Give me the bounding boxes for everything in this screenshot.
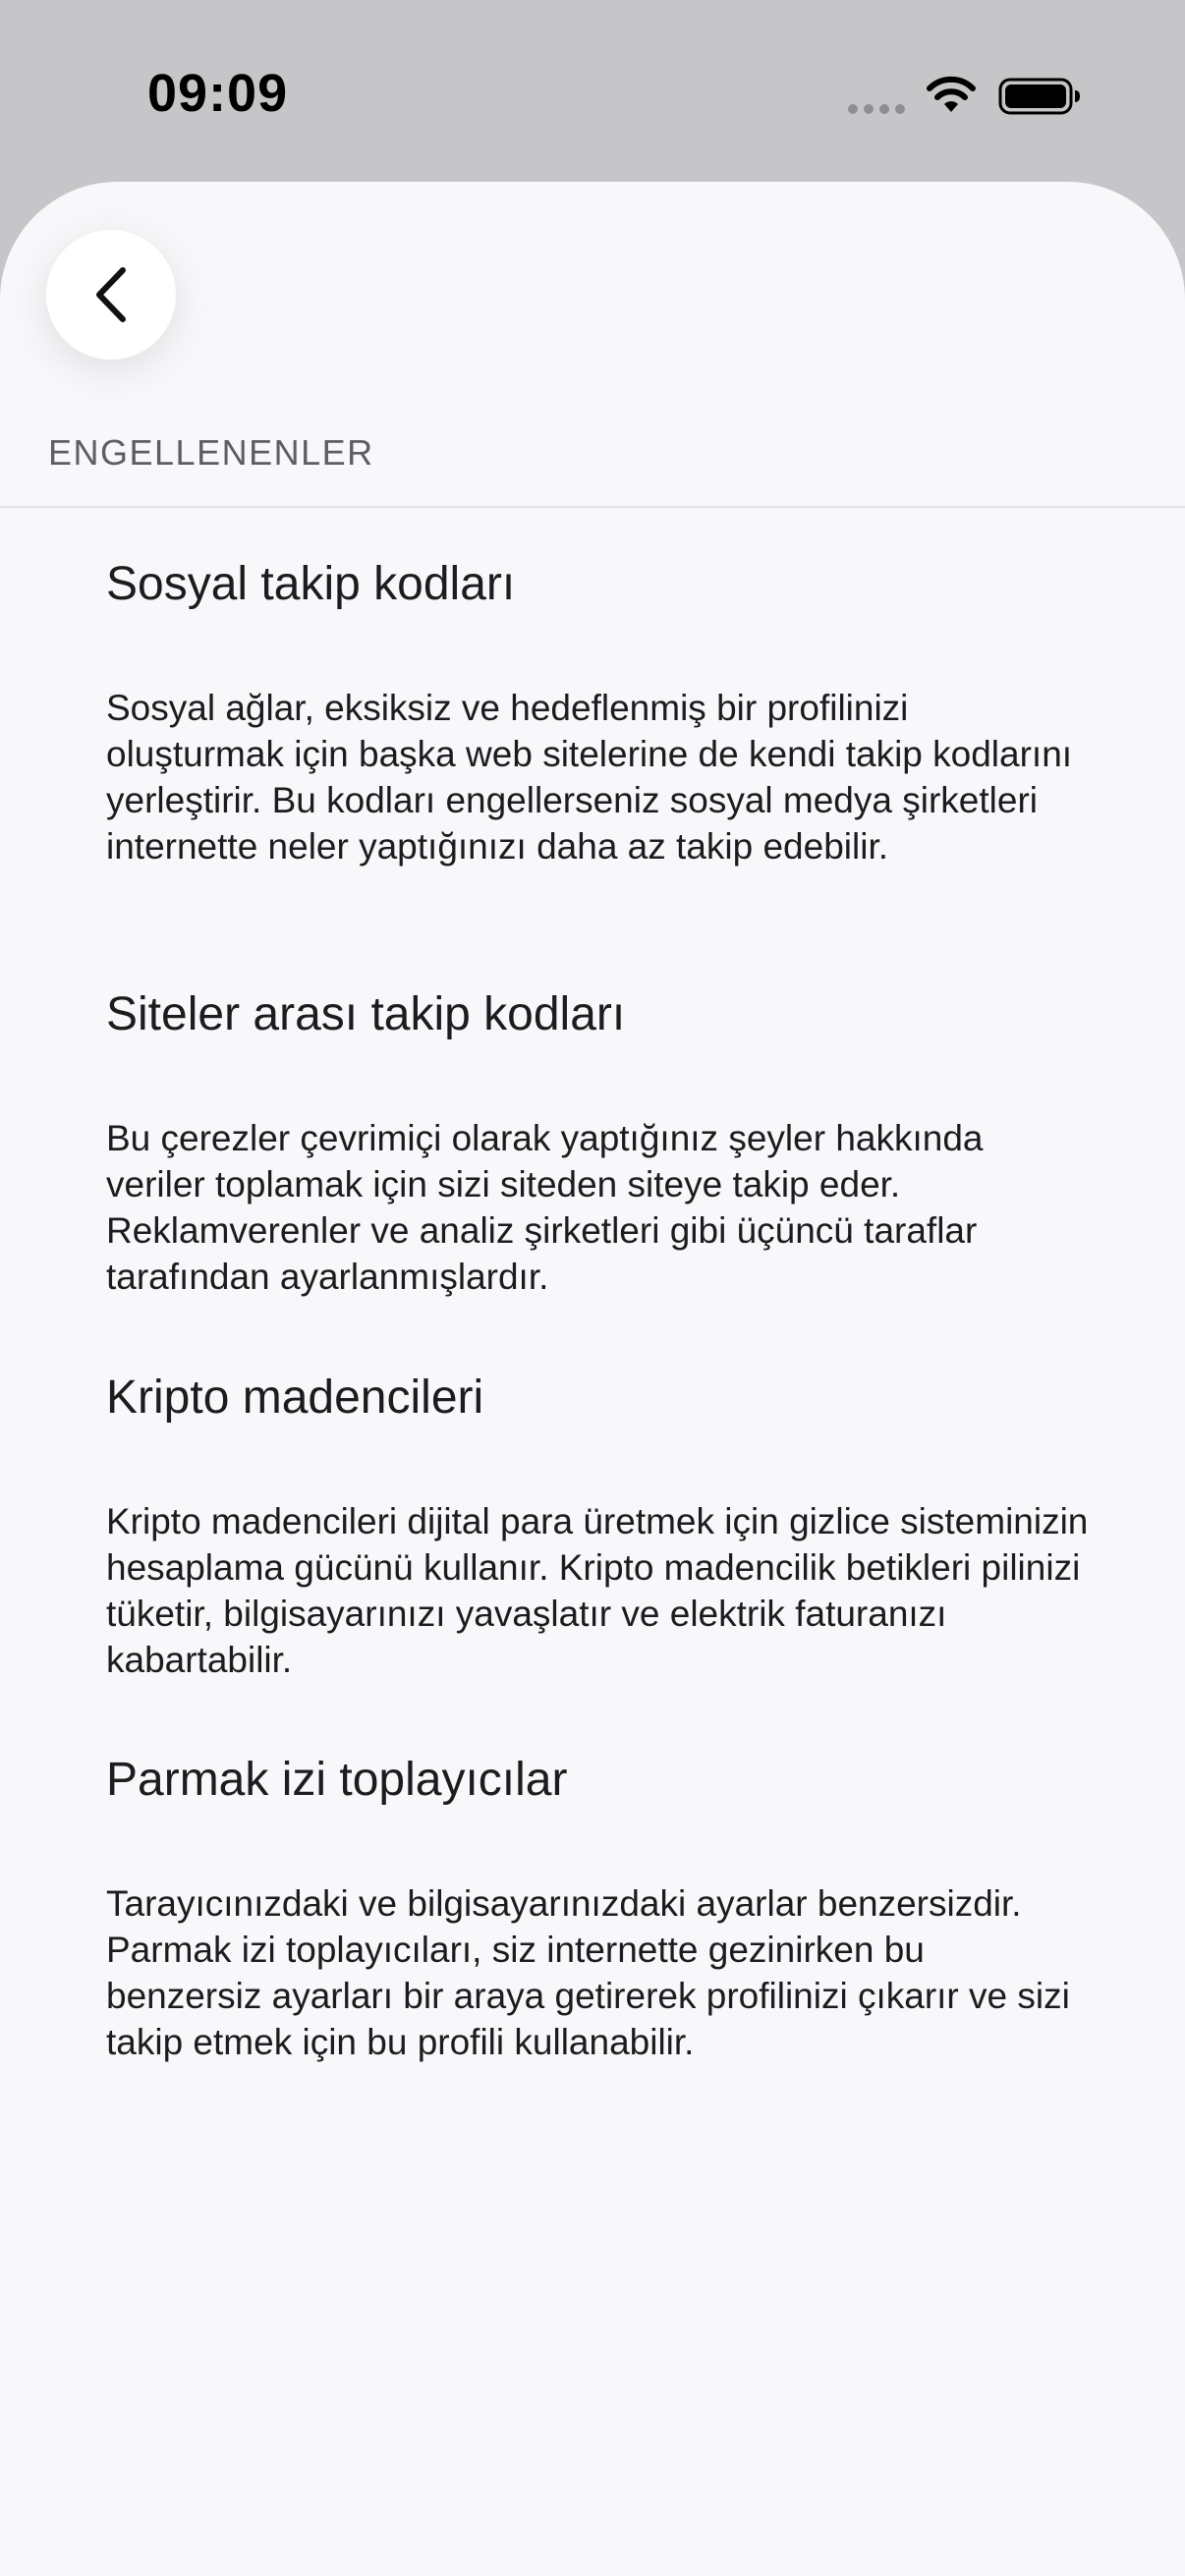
back-button[interactable]	[46, 230, 176, 360]
section-header: ENGELLENENLER	[48, 432, 374, 473]
item-description: Tarayıcınızdaki ve bilgisayarınızdaki ayarlar benzersizdir. Parmak izi toplayıcıları, siz internette gezinirken bu benzersiz ayarları bir araya getirerek profilinizi çıkarır ve sizi takip etmek için bu profili kullanabilir.	[106, 1883, 1070, 2062]
wifi-icon	[926, 75, 977, 114]
divider	[0, 506, 1185, 508]
item-description: Sosyal ağlar, eksiksiz ve hedeflenmiş bir profilinizi oluşturmak için başka web sitelerine de kendi takip kodlarını yerleştirir. Bu kodları engellerseniz sosyal medya şirketleri internette neler yaptığınızı daha az takip edebilir.	[106, 688, 1073, 867]
list-item-cryptominers	[106, 1369, 1089, 1683]
list-item-fingerprinters	[106, 1751, 1089, 2065]
item-title: Kripto madencileri	[106, 1372, 484, 1424]
item-title: Parmak izi toplayıcılar	[106, 1754, 568, 1806]
battery-icon	[998, 77, 1081, 116]
item-description: Bu çerezler çevrimiçi olarak yaptığınız şeyler hakkında veriler toplamak için sizi siteden siteye takip eder. Reklamverenler ve analiz şirketleri gibi üçüncü taraflar tarafından ayarlanmışlardır.	[106, 1118, 984, 1297]
list-item-social-trackers	[106, 555, 1089, 869]
item-description: Kripto madencileri dijital para üretmek için gizlice sisteminizin hesaplama gücünü kullanır. Kripto madencilik betikleri pilinizi tüketir, bilgisayarınızı yavaşlatır ve elektrik faturanızı kabartabilir.	[106, 1501, 1089, 1680]
chevron-left-icon	[89, 264, 133, 325]
item-title: Siteler arası takip kodları	[106, 988, 626, 1040]
item-title: Sosyal takip kodları	[106, 558, 516, 610]
cellular-dots-icon	[848, 104, 905, 114]
status-bar	[0, 0, 1185, 182]
status-time: 09:09	[147, 64, 289, 123]
content-sheet	[0, 182, 1185, 2576]
list-item-cross-site-trackers	[106, 985, 1089, 1300]
